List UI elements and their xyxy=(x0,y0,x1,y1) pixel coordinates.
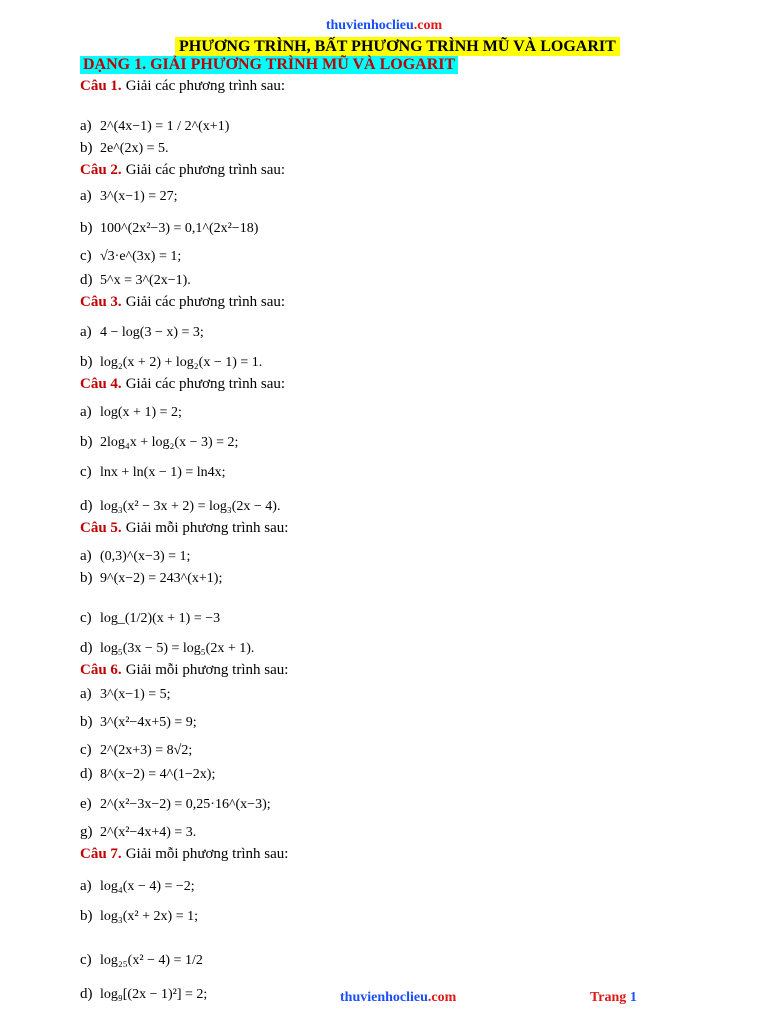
question-number: Câu 6. xyxy=(80,662,122,678)
item-label: e) xyxy=(80,796,92,812)
equation: log₂₅(x² − 4) = 1/2 xyxy=(100,953,203,968)
item-label: g) xyxy=(80,824,93,840)
question-number: Câu 2. xyxy=(80,162,122,178)
equation: 3^(x−1) = 27; xyxy=(100,189,178,204)
equation: 9^(x−2) = 243^(x+1); xyxy=(100,571,223,586)
item-label: d) xyxy=(80,272,93,288)
equation: log₉[(2x − 1)²] = 2; xyxy=(100,987,208,1002)
footer-site-tld: .com xyxy=(427,990,457,1005)
equation: lnx + ln(x − 1) = ln4x; xyxy=(100,465,226,480)
question-instruction: Giải mỗi phương trình sau: xyxy=(125,520,289,536)
equation-item xyxy=(80,343,720,373)
equation-item xyxy=(80,567,720,589)
equation-item xyxy=(80,785,720,815)
question-instruction: Giải các phương trình sau: xyxy=(125,376,286,392)
equation: log₂(x + 2) + log₂(x − 1) = 1. xyxy=(100,355,263,370)
equation-item xyxy=(80,815,720,843)
equation-item xyxy=(80,897,720,927)
footer-site-name: thuvienhoclieu xyxy=(340,990,428,1005)
question-instruction: Giải mỗi phương trình sau: xyxy=(125,662,289,678)
equation-item xyxy=(80,423,720,453)
item-label: a) xyxy=(80,324,92,340)
equation: 2^(x²−4x+4) = 3. xyxy=(100,825,197,840)
equation: 2^(x²−3x−2) = 0,25·16^(x−3); xyxy=(100,797,271,812)
equation-item xyxy=(80,97,720,137)
item-label: b) xyxy=(80,140,93,156)
item-label: c) xyxy=(80,464,92,480)
equation: 100^(2x²−3) = 0,1^(2x²−18) xyxy=(100,221,259,236)
page-footer xyxy=(0,990,768,1010)
item-label: a) xyxy=(80,404,92,420)
question-heading xyxy=(80,659,720,681)
equation-item xyxy=(80,761,720,785)
equation: 2^(2x+3) = 8√2; xyxy=(100,743,193,758)
section-heading: DẠNG 1. GIẢI PHƯƠNG TRÌNH MŨ VÀ LOGARIT xyxy=(80,56,458,74)
item-label: b) xyxy=(80,354,93,370)
item-label: b) xyxy=(80,434,93,450)
question-heading xyxy=(80,159,720,181)
equation-item xyxy=(80,239,720,267)
equation: 3^(x²−4x+5) = 9; xyxy=(100,715,197,730)
question-heading xyxy=(80,843,720,865)
question-list xyxy=(80,75,720,1005)
item-label: b) xyxy=(80,908,93,924)
equation-item xyxy=(80,483,720,517)
question-number: Câu 4. xyxy=(80,376,122,392)
item-label: c) xyxy=(80,610,92,626)
equation-item xyxy=(80,207,720,239)
equation-item xyxy=(80,927,720,971)
equation-item xyxy=(80,395,720,423)
equation: log₄(x − 4) = −2; xyxy=(100,879,195,894)
equation-item xyxy=(80,629,720,659)
equation-item xyxy=(80,313,720,343)
page-indicator xyxy=(590,990,637,1006)
item-label: d) xyxy=(80,986,93,1002)
item-label: c) xyxy=(80,248,92,264)
equation-item xyxy=(80,539,720,567)
header-site-name: thuvienhoclieu xyxy=(325,18,414,33)
question-instruction: Giải mỗi phương trình sau: xyxy=(125,846,289,862)
equation: (0,3)^(x−3) = 1; xyxy=(100,549,191,564)
page-number: 1 xyxy=(629,990,637,1005)
item-label: a) xyxy=(80,188,92,204)
equation: √3·e^(3x) = 1; xyxy=(100,249,182,264)
question-number: Câu 1. xyxy=(80,78,122,94)
item-label: a) xyxy=(80,686,92,702)
equation: log₃(x² − 3x + 2) = log₃(2x − 4). xyxy=(100,499,281,514)
question-number: Câu 5. xyxy=(80,520,122,536)
question-number: Câu 3. xyxy=(80,294,122,310)
question-heading xyxy=(80,517,720,539)
item-label: b) xyxy=(80,714,93,730)
footer-site xyxy=(340,990,456,1006)
equation: 5^x = 3^(2x−1). xyxy=(100,273,191,288)
equation: 8^(x−2) = 4^(1−2x); xyxy=(100,767,216,782)
equation: 2log₄x + log₂(x − 3) = 2; xyxy=(100,435,239,450)
equation-item xyxy=(80,733,720,761)
equation: log₅(3x − 5) = log₅(2x + 1). xyxy=(100,641,255,656)
item-label: c) xyxy=(80,952,92,968)
equation-item xyxy=(80,865,720,897)
question-heading xyxy=(80,373,720,395)
equation: 2^(4x−1) = 1 / 2^(x+1) xyxy=(100,119,230,134)
question-number: Câu 7. xyxy=(80,846,122,862)
equation: log(x + 1) = 2; xyxy=(100,405,182,420)
equation-item xyxy=(80,453,720,483)
document-title: PHƯƠNG TRÌNH, BẤT PHƯƠNG TRÌNH MŨ VÀ LOGARIT xyxy=(175,37,620,56)
item-label: d) xyxy=(80,640,93,656)
equation: log_(1/2)(x + 1) = −3 xyxy=(100,611,221,626)
equation-item xyxy=(80,181,720,207)
item-label: b) xyxy=(80,570,93,586)
equation-item xyxy=(80,705,720,733)
header-site-tld: .com xyxy=(413,18,443,33)
equation: 3^(x−1) = 5; xyxy=(100,687,171,702)
header-site xyxy=(0,18,768,34)
question-heading xyxy=(80,291,720,313)
equation-item xyxy=(80,137,720,159)
equation-item xyxy=(80,589,720,629)
item-label: d) xyxy=(80,766,93,782)
item-label: a) xyxy=(80,118,92,134)
page-label: Trang xyxy=(590,990,627,1005)
equation: 4 − log(3 − x) = 3; xyxy=(100,325,204,340)
equation-item xyxy=(80,267,720,291)
question-heading xyxy=(80,75,720,97)
item-label: d) xyxy=(80,498,93,514)
question-instruction: Giải các phương trình sau: xyxy=(125,294,286,310)
item-label: b) xyxy=(80,220,93,236)
equation: log₃(x² + 2x) = 1; xyxy=(100,909,198,924)
item-label: c) xyxy=(80,742,92,758)
item-label: a) xyxy=(80,548,92,564)
equation-item xyxy=(80,681,720,705)
question-instruction: Giải các phương trình sau: xyxy=(125,78,286,94)
equation: 2e^(2x) = 5. xyxy=(100,141,169,156)
question-instruction: Giải các phương trình sau: xyxy=(125,162,286,178)
item-label: a) xyxy=(80,878,92,894)
